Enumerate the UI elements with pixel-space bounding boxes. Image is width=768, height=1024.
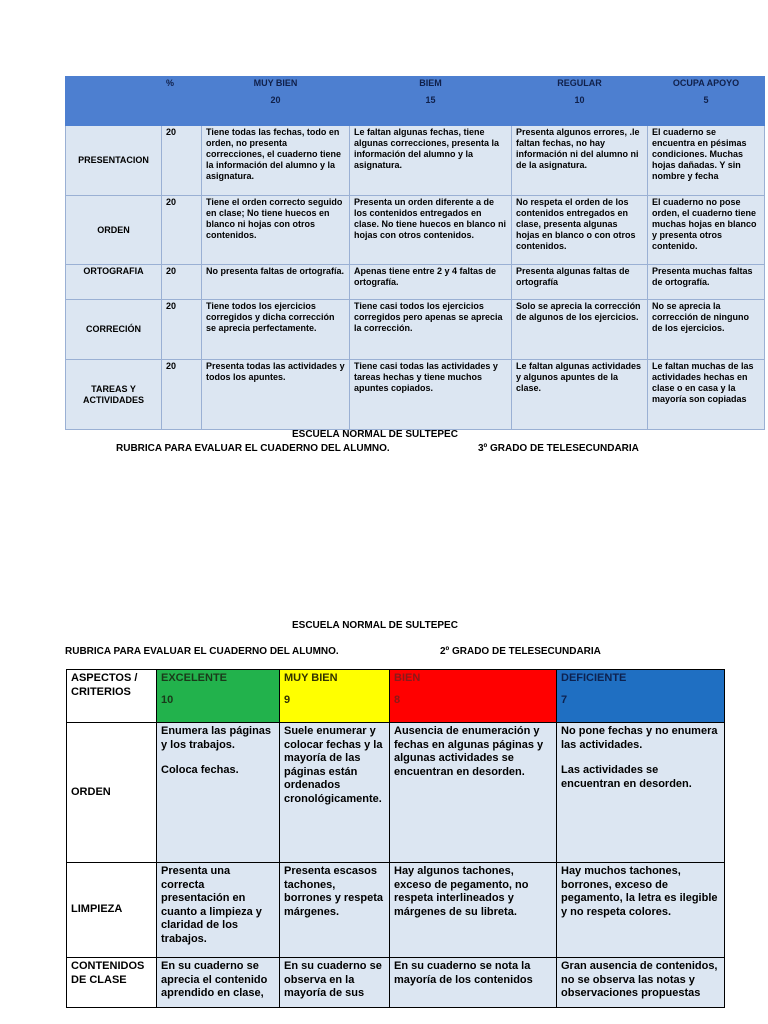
- rubric-table-3rd-grade: [65, 76, 765, 430]
- descriptor-cell: Presenta todas las actividades y todos los apuntes.: [202, 360, 350, 430]
- ocupa-apoyo-score: 5: [703, 95, 709, 105]
- criterion-cell: ORDEN: [66, 196, 162, 265]
- header-row: [67, 670, 725, 723]
- percent-header: [162, 77, 202, 126]
- descriptor-cell: El cuaderno se encuentra en pésimas condiciones. Muchas hojas dañadas. Y sin nombre y fecha: [648, 126, 765, 196]
- regular-header: [512, 77, 648, 126]
- descriptor-cell: Presenta algunos errores, .le faltan fechas, no hay información ni del alumno ni de la asignatura.: [512, 126, 648, 196]
- deficiente-score: 7: [561, 693, 568, 706]
- excelente-score: 10: [161, 693, 174, 706]
- bien-score: 8: [394, 693, 401, 706]
- descriptor-cell: No se aprecia la corrección de ninguno de los ejercicios.: [648, 300, 765, 360]
- descriptor-cell: El cuaderno no pose orden, el cuaderno tiene muchas hojas en blanco y presenta otros contenido.: [648, 196, 765, 265]
- regular-label: REGULAR: [557, 78, 602, 88]
- descriptor-cell: Ausencia de enumeración y fechas en algunas páginas y algunas actividades se encuentran en desorden.: [390, 723, 557, 863]
- rubric-title-2: RUBRICA PARA EVALUAR EL CUADERNO DEL ALUMNO.: [65, 646, 339, 657]
- descriptor-cell: Tiene todos los ejercicios corregidos y dicha corrección se aprecia perfectamente.: [202, 300, 350, 360]
- descriptor-cell: Presenta algunas faltas de ortografía: [512, 265, 648, 300]
- descriptor-cell: Tiene casi todas las actividades y tareas hechas y tiene muchos apuntes copiados.: [350, 360, 512, 430]
- descriptor-cell: Tiene el orden correcto seguido en clase; No tiene huecos en blanco ni hojas con otros contenidos.: [202, 196, 350, 265]
- descriptor-cell: Presenta escasos tachones, borrones y respeta márgenes.: [280, 863, 390, 958]
- muy-bien-header: [280, 670, 390, 723]
- percent-label: %: [166, 78, 175, 88]
- descriptor-cell: Solo se aprecia la corrección de algunos de los ejercicios.: [512, 300, 648, 360]
- excelente-label: EXCELENTE: [161, 672, 228, 684]
- criterion-cell: ORDEN: [67, 723, 157, 863]
- muy-bien-score: 20: [270, 95, 281, 105]
- descriptor-cell: No presenta faltas de ortografía.: [202, 265, 350, 300]
- rubric-table-2nd-grade: [66, 669, 725, 1008]
- criteria-header: ASPECTOS / CRITERIOS: [67, 670, 157, 723]
- biem-header: [350, 77, 512, 126]
- table-row: [66, 126, 765, 196]
- ocupa-apoyo-header: [648, 77, 765, 126]
- descriptor-cell: Tiene casi todos los ejercicios corregidos pero apenas se aprecia la corrección.: [350, 300, 512, 360]
- descriptor-text: Enumera las páginas y los trabajos.: [161, 725, 272, 751]
- percent-cell: 20: [162, 300, 202, 360]
- biem-label: BIEM: [419, 78, 442, 88]
- table-row: [66, 360, 765, 430]
- percent-cell: 20: [162, 126, 202, 196]
- regular-score: 10: [574, 95, 585, 105]
- muy-bien-score: 9: [284, 693, 291, 706]
- descriptor-cell: Hay algunos tachones, exceso de pegamento, no respeta interlineados y márgenes de su libreta.: [390, 863, 557, 958]
- criterion-cell: CONTENIDOS DE CLASE: [67, 958, 157, 1008]
- descriptor-cell: En su cuaderno se aprecia el contenido aprendido en clase,: [157, 958, 280, 1008]
- percent-cell: 20: [162, 360, 202, 430]
- table-row: [67, 958, 725, 1008]
- descriptor-cell: Le faltan muchas de las actividades hechas en clase o en casa y la mayoría son copiadas: [648, 360, 765, 430]
- table-row: [67, 863, 725, 958]
- descriptor-cell: En su cuaderno se observa en la mayoría de sus: [280, 958, 390, 1008]
- descriptor-text: Coloca fechas.: [161, 764, 239, 776]
- table-row: [66, 265, 765, 300]
- rubric-title-1: RUBRICA PARA EVALUAR EL CUADERNO DEL ALUMNO.: [116, 443, 390, 454]
- descriptor-cell: Tiene todas las fechas, todo en orden, no presenta correcciones, el cuaderno tiene la información del alumno y la asignatura.: [202, 126, 350, 196]
- criterion-cell: TAREAS Y ACTIVIDADES: [66, 360, 162, 430]
- descriptor-cell: Le faltan algunas actividades y algunos apuntes de la clase.: [512, 360, 648, 430]
- deficiente-label: DEFICIENTE: [561, 672, 627, 684]
- muy-bien-label: MUY BIEN: [284, 672, 338, 684]
- descriptor-cell: No respeta el orden de los contenidos entregados en clase, presenta algunas hojas en blanco o con otros contenidos.: [512, 196, 648, 265]
- school-name-2: ESCUELA NORMAL DE SULTEPEC: [292, 620, 458, 631]
- header-row: [66, 77, 765, 126]
- descriptor-text: No pone fechas y no enumera las actividades.: [561, 725, 718, 751]
- percent-cell: 20: [162, 265, 202, 300]
- descriptor-cell: [557, 723, 725, 863]
- descriptor-cell: Presenta muchas faltas de ortografía.: [648, 265, 765, 300]
- muy-bien-header: [202, 77, 350, 126]
- criterion-cell: CORRECIÓN: [66, 300, 162, 360]
- descriptor-cell: [157, 723, 280, 863]
- descriptor-cell: Le faltan algunas fechas, tiene algunas correcciones, presenta la información del alumno y la asignatura.: [350, 126, 512, 196]
- descriptor-cell: Hay muchos tachones, borrones, exceso de pegamento, la letra es ilegible y no respeta colores.: [557, 863, 725, 958]
- excelente-header: [157, 670, 280, 723]
- descriptor-cell: Presenta un orden diferente a de los contenidos entregados en clase. No tiene huecos en blanco ni hojas con otros contenidos.: [350, 196, 512, 265]
- descriptor-cell: Gran ausencia de contenidos, no se observa las notas y observaciones propuestas: [557, 958, 725, 1008]
- descriptor-cell: Presenta una correcta presentación en cuanto a limpieza y claridad de los trabajos.: [157, 863, 280, 958]
- criterion-cell: PRESENTACION: [66, 126, 162, 196]
- table-row: [67, 723, 725, 863]
- bien-header: [390, 670, 557, 723]
- grade-label-1: 3º GRADO DE TELESECUNDARIA: [478, 443, 639, 454]
- table-row: [66, 300, 765, 360]
- criteria-header: [66, 77, 162, 126]
- biem-score: 15: [425, 95, 436, 105]
- criterion-cell: ORTOGRAFIA: [66, 265, 162, 300]
- muy-bien-label: MUY BIEN: [253, 78, 298, 88]
- descriptor-cell: Suele enumerar y colocar fechas y la mayoría de las páginas están ordenados cronológicamente.: [280, 723, 390, 863]
- school-name-1: ESCUELA NORMAL DE SULTEPEC: [292, 429, 458, 440]
- ocupa-apoyo-label: OCUPA APOYO: [672, 78, 740, 88]
- descriptor-cell: En su cuaderno se nota la mayoría de los contenidos: [390, 958, 557, 1008]
- percent-cell: 20: [162, 196, 202, 265]
- grade-label-2: 2º GRADO DE TELESECUNDARIA: [440, 646, 601, 657]
- bien-label: BIEN: [394, 672, 421, 684]
- descriptor-cell: Apenas tiene entre 2 y 4 faltas de ortografía.: [350, 265, 512, 300]
- descriptor-text: Las actividades se encuentran en desorden.: [561, 764, 692, 790]
- deficiente-header: [557, 670, 725, 723]
- table-row: [66, 196, 765, 265]
- criterion-cell: LIMPIEZA: [67, 863, 157, 958]
